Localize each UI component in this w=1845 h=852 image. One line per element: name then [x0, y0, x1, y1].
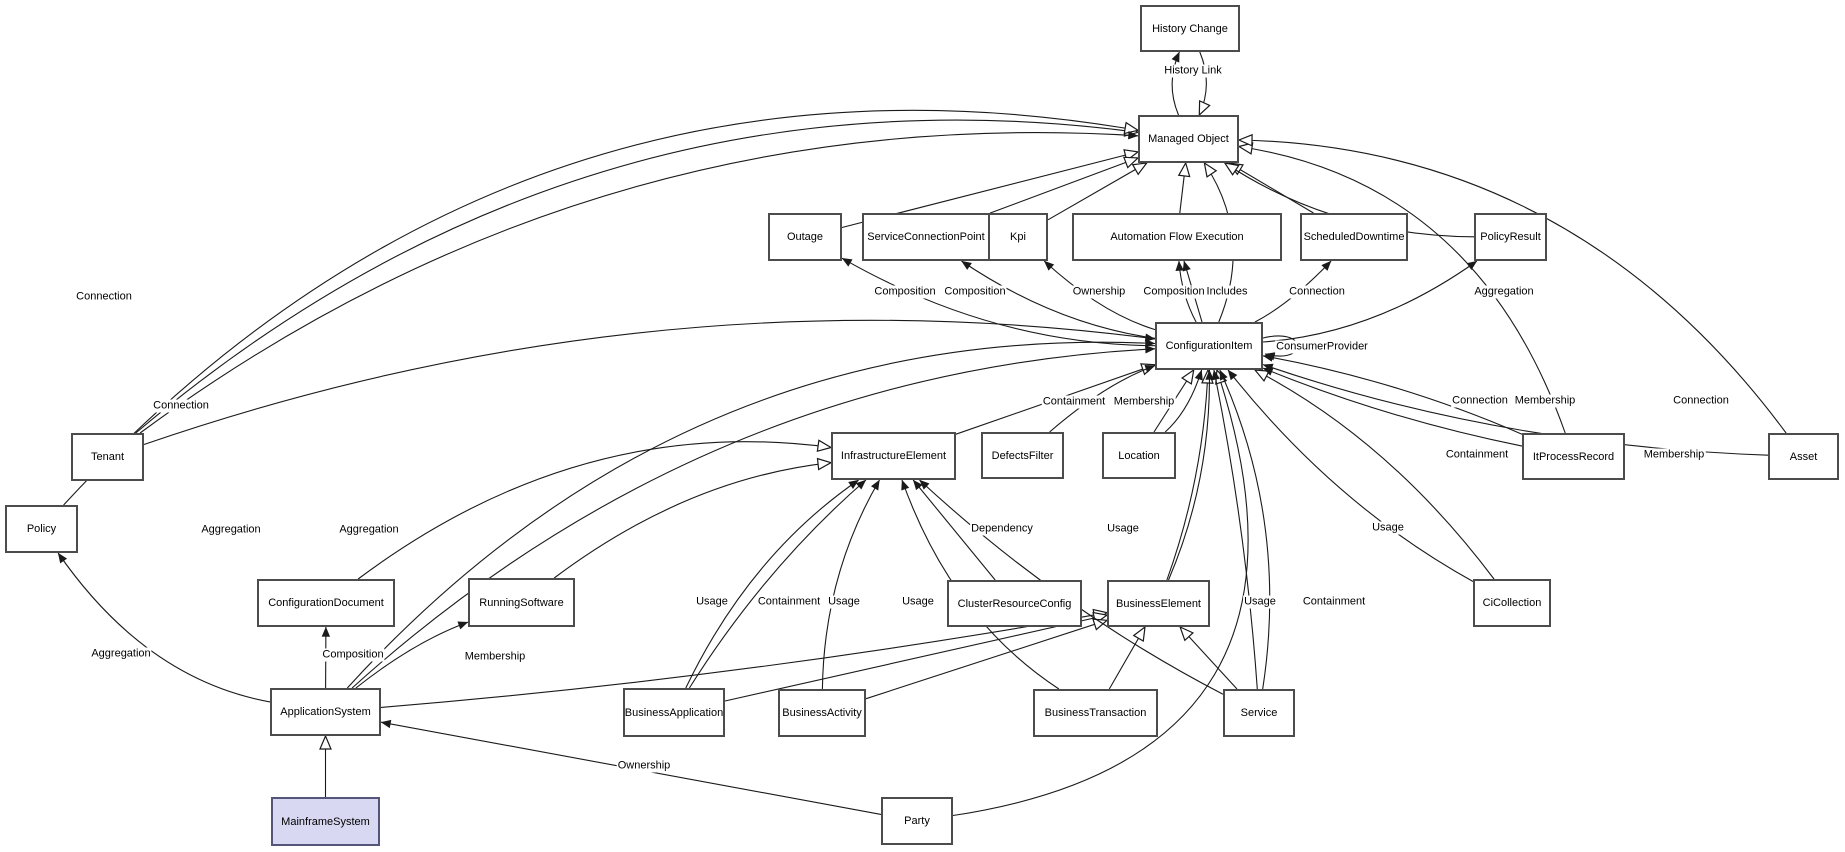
edge-configuration_item-service_connection_point-composition [962, 261, 1156, 338]
edge-scheduled_downtime-managed_object [1229, 163, 1314, 213]
edge-service-configuration_item-containment [1220, 370, 1270, 689]
node-configuration_item[interactable]: ConfigurationItem [1155, 322, 1263, 370]
edge-service-business_element [1180, 627, 1237, 689]
edge-label: Includes [1206, 285, 1248, 298]
edge-label: Dependency [971, 522, 1033, 535]
edge-service_connection_point-managed_object [990, 158, 1138, 213]
edge-tenant-configuration_item-connection [144, 320, 1155, 444]
edge-configuration_document-infrastructure_element [358, 442, 831, 579]
edge-label: ConsumerProvider [1276, 340, 1368, 353]
edge-label: Usage [828, 595, 860, 608]
node-history_change[interactable]: History Change [1140, 5, 1240, 52]
edge-service-configuration_item-usage [1214, 370, 1257, 689]
edge-label: Aggregation [201, 523, 261, 536]
node-location[interactable]: Location [1102, 432, 1176, 479]
edge-label: Connection [153, 399, 209, 412]
node-asset[interactable]: Asset [1768, 433, 1839, 480]
edge-label: Membership [1514, 394, 1576, 407]
node-infrastructure_element[interactable]: InfrastructureElement [831, 432, 956, 480]
edge-label: Usage [1244, 595, 1276, 608]
edge-label: Containment [1302, 595, 1366, 608]
edge-label: Composition [874, 285, 936, 298]
node-service_connection_point[interactable]: ServiceConnectionPoint [862, 213, 990, 261]
edge-business_application-infrastructure_element-usage [689, 480, 866, 688]
edge-label: Ownership [617, 759, 671, 772]
edge-history_change-managed_object [1199, 52, 1206, 115]
node-automation_flow_execution[interactable]: Automation Flow Execution [1072, 213, 1282, 261]
node-kpi[interactable]: Kpi [988, 213, 1048, 261]
edge-label: Composition [944, 285, 1006, 298]
node-scheduled_downtime[interactable]: ScheduledDowntime [1300, 213, 1408, 261]
node-service[interactable]: Service [1223, 689, 1295, 737]
edge-configuration_item-policy_result-aggregation [1263, 261, 1477, 342]
edge-label: Membership [1643, 448, 1705, 461]
edge-tenant-managed_object-connection [140, 133, 1138, 433]
node-cluster_resource_config[interactable]: ClusterResourceConfig [947, 580, 1082, 627]
edge-tenant-managed_object [136, 120, 1138, 433]
edge-policy-managed_object [64, 110, 1138, 505]
edge-business_activity-business_element [866, 620, 1107, 698]
edge-label: Connection [1289, 285, 1345, 298]
edge-label: Connection [76, 290, 132, 303]
edge-managed_object-history_change-history-link [1172, 52, 1179, 115]
edge-automation_flow_execution-managed_object [1180, 163, 1186, 213]
edge-application_system-configuration_item-aggregation [347, 342, 1155, 688]
edge-label: Usage [902, 595, 934, 608]
edge-asset-configuration_item-connection [1263, 365, 1768, 456]
edge-label: Membership [464, 650, 526, 663]
node-defects_filter[interactable]: DefectsFilter [981, 432, 1064, 479]
node-configuration_document[interactable]: ConfigurationDocument [257, 579, 395, 627]
node-party[interactable]: Party [881, 797, 953, 845]
edge-application_system-policy-aggregation [58, 553, 270, 702]
node-business_transaction[interactable]: BusinessTransaction [1033, 689, 1158, 737]
edge-label: Usage [696, 595, 728, 608]
node-ci_collection[interactable]: CiCollection [1473, 579, 1551, 627]
node-business_activity[interactable]: BusinessActivity [778, 689, 866, 737]
edge-label: Aggregation [339, 523, 399, 536]
node-managed_object[interactable]: Managed Object [1138, 115, 1239, 163]
edge-business_transaction-business_element [1109, 627, 1145, 689]
edge-label: Aggregation [91, 647, 151, 660]
edge-label: Aggregation [1474, 285, 1534, 298]
edge-ci_collection-configuration_item-usage [1228, 370, 1473, 582]
edge-label: Usage [1107, 522, 1139, 535]
node-application_system[interactable]: ApplicationSystem [270, 688, 381, 736]
node-running_software[interactable]: RunningSoftware [468, 578, 575, 627]
edge-label: Connection [1673, 394, 1729, 407]
node-tenant[interactable]: Tenant [71, 433, 144, 481]
node-policy[interactable]: Policy [5, 505, 78, 553]
node-outage[interactable]: Outage [768, 213, 842, 261]
edge-label: Containment [1042, 395, 1106, 408]
edge-label: Usage [1372, 521, 1404, 534]
node-policy_result[interactable]: PolicyResult [1474, 213, 1547, 261]
edge-label: Composition [322, 648, 384, 661]
node-business_element[interactable]: BusinessElement [1107, 580, 1210, 627]
edge-label: Containment [757, 595, 821, 608]
edge-configuration_item-outage-composition [842, 258, 1155, 346]
edge-label: Membership [1113, 395, 1175, 408]
edge-label: Connection [1452, 394, 1508, 407]
node-it_process_record[interactable]: ItProcessRecord [1522, 433, 1625, 480]
edge-label: History Link [1164, 64, 1222, 77]
node-mainframe_system[interactable]: MainframeSystem [271, 797, 380, 846]
edge-application_system-configuration_item-aggregation [352, 349, 1155, 688]
edge-label: Ownership [1072, 285, 1126, 298]
node-business_application[interactable]: BusinessApplication [623, 688, 725, 737]
edge-label: Containment [1445, 448, 1509, 461]
edge-label: Composition [1143, 285, 1205, 298]
